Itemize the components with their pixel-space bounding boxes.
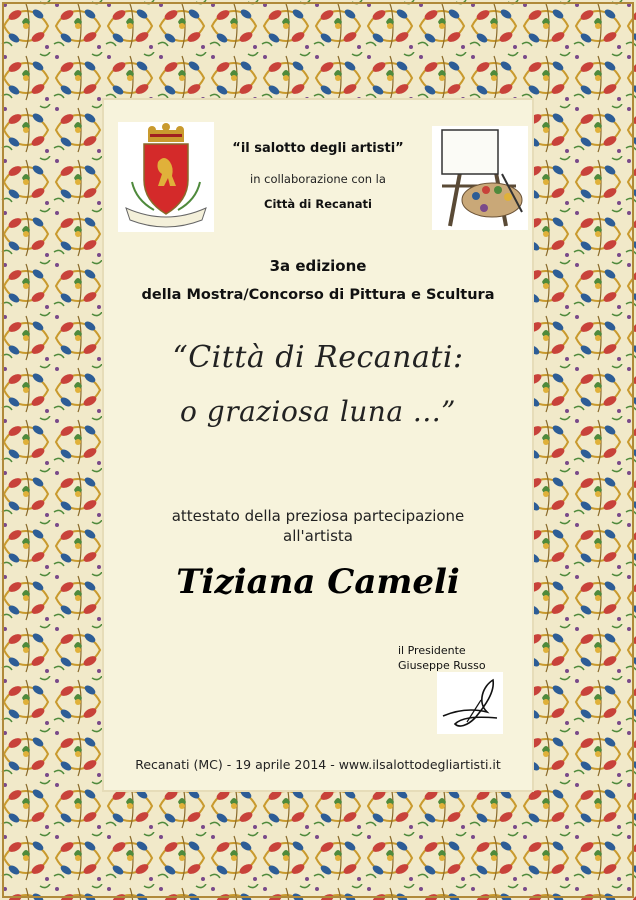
certificate-text-line1: attestato della preziosa partecipazione [171, 507, 465, 525]
president-name: Giuseppe Russo [398, 659, 486, 672]
edition-label: 3a edizione [269, 257, 367, 275]
show-title: della Mostra/Concorso di Pittura e Scultura [141, 287, 495, 303]
collaboration-text: in collaborazione con la [250, 172, 386, 186]
president-role: il Presidente [398, 644, 466, 657]
certificate-text-line2: all'artista [283, 527, 353, 545]
event-title-line2: o graziosa luna ...” [180, 395, 456, 428]
footer-info: Recanati (MC) - 19 aprile 2014 - www.ilsalottodegliartisti.it [135, 757, 501, 772]
president-block [398, 643, 486, 673]
organization-name: “il salotto degli artisti” [232, 141, 404, 156]
event-title-line1: “Città di Recanati: [172, 340, 464, 375]
artist-name: Tiziana Cameli [176, 562, 460, 602]
signature-image [437, 672, 503, 734]
city-name: Città di Recanati [264, 197, 372, 211]
